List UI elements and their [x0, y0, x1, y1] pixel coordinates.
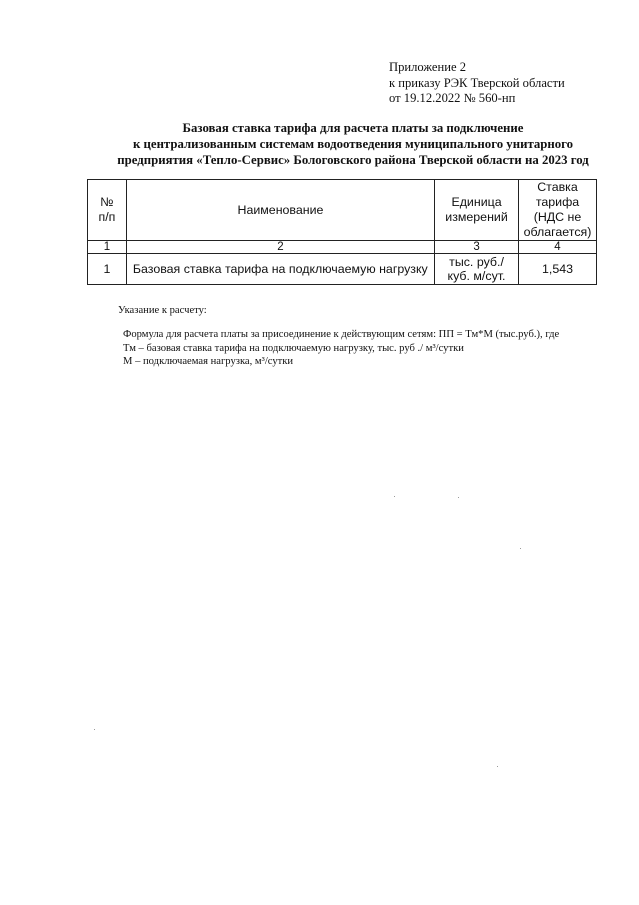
header-name — [126, 180, 434, 241]
title-line-1: Базовая ставка тарифа для расчета платы за подключение — [182, 121, 524, 135]
header-rate — [518, 180, 596, 241]
appendix-header — [389, 60, 565, 107]
header-rate-line-4: облагается) — [523, 225, 592, 239]
scan-speck — [458, 497, 459, 498]
column-number-1: 1 — [88, 241, 127, 254]
row-rate: 1,543 — [518, 254, 596, 285]
row-number: 1 — [88, 254, 127, 285]
formula-block — [123, 328, 559, 369]
appendix-line-2: к приказу РЭК Тверской области — [389, 75, 565, 90]
header-rate-line-1: Ставка — [537, 180, 578, 194]
table-header-row — [88, 180, 597, 241]
document-title — [110, 121, 596, 168]
row-unit-line-2: куб. м/сут. — [447, 269, 506, 283]
header-rate-line-3: (НДС не — [533, 210, 582, 224]
title-line-2: к централизованным системам водоотведения муниципального унитарного — [132, 136, 574, 151]
column-number-2: 2 — [126, 241, 434, 254]
scan-speck — [497, 766, 498, 767]
header-number-line-1: № — [100, 195, 114, 209]
row-unit — [435, 254, 519, 285]
header-rate-line-2: тарифа — [535, 195, 580, 209]
formula-line-1: Формула для расчета платы за присоединение к действующим сетям: ПП = Тм*М (тыс.руб.), где — [123, 329, 560, 340]
formula-line-3: М – подключаемая нагрузка, м³/сутки — [123, 356, 294, 367]
column-number-row — [88, 241, 597, 254]
formula-line-2: Тм – базовая ставка тарифа на подключаемую нагрузку, тыс. руб ./ м³/сутки — [123, 342, 464, 354]
header-number — [88, 180, 127, 241]
tariff-table — [87, 179, 597, 285]
header-number-line-2: п/п — [98, 210, 116, 224]
table-row — [88, 254, 597, 285]
header-unit — [435, 180, 519, 241]
appendix-line-1: Приложение 2 — [389, 60, 467, 74]
scan-speck — [94, 729, 95, 730]
scan-speck — [520, 548, 521, 549]
row-name: Базовая ставка тарифа на подключаемую нагрузку — [126, 254, 434, 285]
appendix-line-3: от 19.12.2022 № 560-нп — [389, 91, 516, 105]
column-number-4: 4 — [518, 241, 596, 254]
row-unit-line-1: тыс. руб./ — [449, 255, 504, 269]
title-line-3: предприятия «Тепло-Сервис» Бологовского района Тверской области на 2023 год — [117, 152, 589, 167]
column-number-3: 3 — [435, 241, 519, 254]
calculation-label: Указание к расчету: — [118, 305, 207, 316]
header-unit-line-2: измерений — [445, 210, 508, 224]
header-unit-line-1: Единица — [451, 195, 502, 209]
scan-speck — [394, 496, 395, 497]
header-name-text: Наименование — [237, 202, 324, 217]
